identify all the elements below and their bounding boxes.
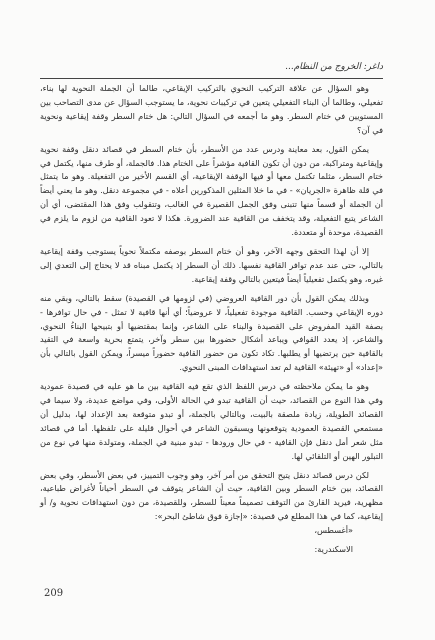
paragraph: لكن درس قصائد دنقل يتيح التحقق من أمر آخر، وهو وجوب التمييز، في بعض الأسطر، وفي بعض القصائد، بين ختام السطر وبين القافية، حيث أن الشاعر يتوقف في السطر أحياناً لأغراض طباعية، مظهرية، فيريد القارئ من التوقف تصميماً معيناً للسطر، وللقصيدة، من دون استهدافات نحوية و/ أو إيقاعية، كما في هذا المطلع في قصيدة: «إجازة فوق شاطئ البحر»: (40, 469, 383, 522)
paragraph: يمكن القول، بعد معاينة ودرس عدد من الأسطر، بأن ختام السطر في قصائد دنقل وقفة نحوية وإيقاعية ومتراكبة، من دون أن تكون القافية مؤشراً على الختام هذا. فالجملة، أو طرف منها، يكتمل في ختام السطر، مثلما تكتمل معها أو فيها الوقفة الإيقاعية، أي القسم الأخير من التفعيلة. وهو ما يتمثل في قلة ظاهرة «الجريان» - في ما خلا المثلين المذكورين أعلاه - في مجموعة دنقل. وهو ما يعني أيضاً أن الجملة أو قسماً منها تتبنى وفق الجمل القصيرة في الغالب، وتتقولب وفق هذا المقتضى، أي أن الشاعر يتبع التفعيلة، وقد يتخفف من القافية عند الضرورة. هكذا لا تعود القافية من لزوم ما يلزم في القصيدة، موحدة أو متعددة. (40, 143, 383, 238)
verse-line: «أغسطس، (314, 525, 353, 536)
body-text (40, 82, 383, 562)
paragraph: إلا أن لهذا التحقق وجهه الآخر، وهو أن ختام السطر بوصفه مكتملاً نحوياً يستوجب وقفة إيقاعية بالتالي، حتى عند عدم توافر القافية نفسها. ذلك أن السطر إذ يكتمل مبناه قد لا يحتاج إلى التعدي إلى غيره، وهو يكتمل تفعيلياً أيضاً فيتعين بالتالي وقفة إيقاعية. (40, 245, 383, 284)
paragraph: وهو السؤال عن علاقة التركيب النحوي بالتركيب الإيقاعي، طالما أن الجملة النحوية لها بناء، تفعيلي، وطالما أن البناء التفعيلي يتعين في تركيبات نحوية، ما يستوجب السؤال عن مدى التصاحب بين المستويين في ختام السطر. وهو ما أجمعه في السؤال التالي: هل ختام السطر وقفة إيقاعية ونحوية في آن؟ (40, 83, 383, 135)
page-number: 209 (44, 588, 64, 599)
verse-line: الاسكندرية: (314, 544, 353, 555)
running-header (40, 62, 383, 79)
paragraph: وهو ما يمكن ملاحظته في درس اللفظ الذي تقع فيه القافية بين ما هو عليه في قصيدة عمودية وفي هذا النوع من القصائد، حيث أن القافية تبدو في الحالة الأولى، وفي مواضع عديدة، ولا سيما في القصائد الطويلة، زيادة ملصقة بالبيت، وبالتالي بالجملة، أو تبدو متوقعة بعد الإعداد لها، بدليل أن مستمعي القصيدة العمودية يتوقعونها ويسبقون الشاعر في أحوال قليلة على تلفظها. أما في قصائد مثل شعر أمل دنقل فإن القافية - في حال ورودها - تبدو مبنية في الجملة، ومتولدة منها في نوع من التبلور الهين أو التلقائي لها. (40, 381, 383, 461)
paragraph: وبذلك يمكن القول بأن دور القافية العروضي (في لزومها في القصيدة) سقط بالتالي، وبقي منه دوره الإيقاعي وحسب. القافية موجودة تفعيلياً، لا عروضياً؛ أي أنها قافية لا تمثل - في حال توافرها - بصفة القيد المفروض على القصيدة والبناء على الشاعر، وإنما بمقتضيها أو بتبيحها البناءُ النحوي، والشاعر، إذ يعدد القوافي ويباعد أشكال حضورها بين سطر وآخر، يتمتع بحرية واسعة في التقيد بالقافية حين يرتضيها أو يطلبها. تكاد تكون من حضور القافية حضوراً ميسراً، ويمكن القول بالتالي بأن «إعداد» أو «تهيئة» القافية لم تعد استهدافات المبنى النحوي. (40, 292, 383, 373)
running-header-title: داغر: الخروج من النظام... (285, 62, 383, 72)
